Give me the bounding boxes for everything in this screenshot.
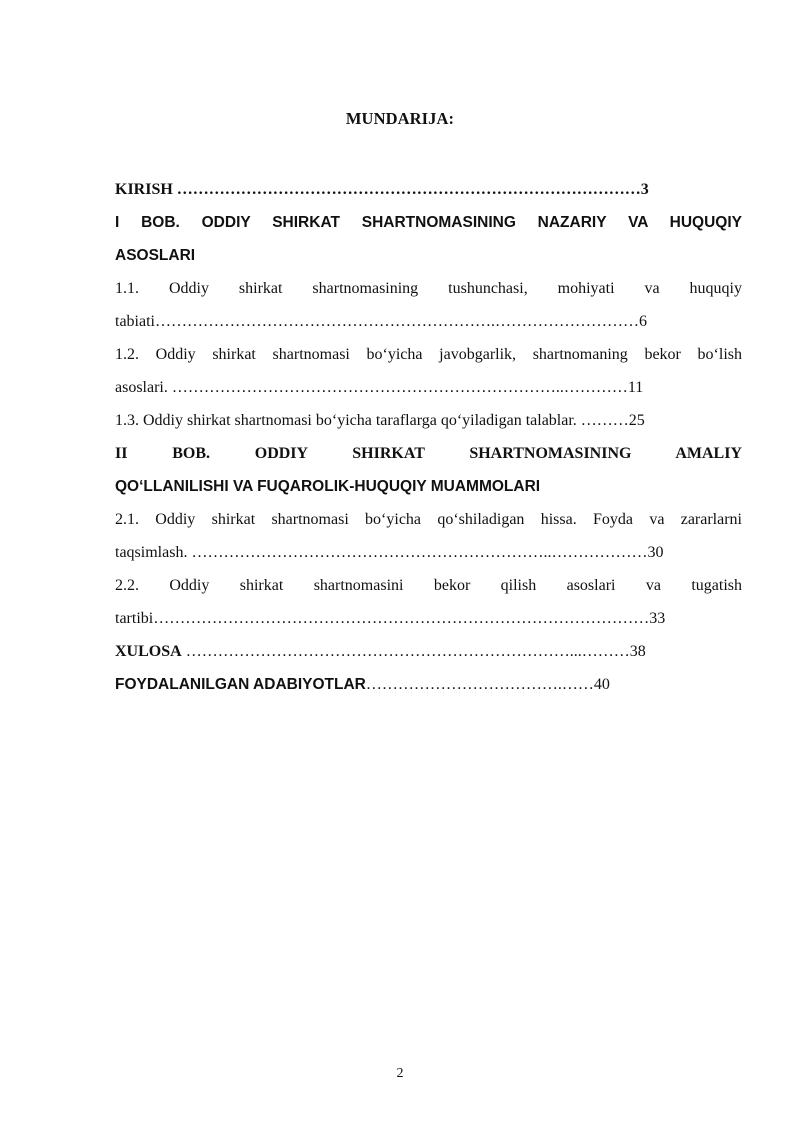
table-of-contents (115, 173, 742, 701)
toc-section-2-2-line-1: 2.2. Oddiy shirkat shartnomasini bekor qilish asoslari va tugatish (115, 577, 742, 594)
toc-section-2-1-line-2: taqsimlash. …………………………………………………………..………………30 (115, 544, 664, 561)
page-title: MUNDARIJA: (345, 109, 455, 128)
toc-section-1-2-line-1: 1.2. Oddiy shirkat shartnomasi bo‘yicha javobgarlik, shartnomaning bekor bo‘lish (115, 346, 742, 363)
toc-chapter-2-line-1: II BOB. ODDIY SHIRKAT SHARTNOMASINING AMALIY (115, 445, 742, 462)
toc-entry-kirish: KIRISH ……………………………………………………………………………3 (115, 181, 649, 198)
toc-section-2-1-line-1: 2.1. Oddiy shirkat shartnomasi bo‘yicha qo‘shiladigan hissa. Foyda va zararlarni (115, 511, 742, 528)
toc-chapter-2-line-2: QO‘LLANILISHI VA FUQAROLIK-HUQUQIY MUAMMOLARI (115, 478, 541, 495)
toc-section-1-3: 1.3. Oddiy shirkat shartnomasi bo‘yicha taraflarga qo‘yiladigan talablar. ………25 (115, 412, 645, 429)
toc-section-2-2-line-2: tartibi…………………………………………………………………………………33 (115, 610, 666, 627)
toc-entry-xulosa (115, 635, 742, 668)
page-number: 2 (396, 1066, 404, 1081)
toc-foydalanilgan-dots: ……………………………….……40 (365, 676, 610, 693)
toc-section-1-1-line-1: 1.1. Oddiy shirkat shartnomasining tushunchasi, mohiyati va huquqiy (115, 280, 742, 297)
toc-foydalanilgan-label: FOYDALANILGAN ADABIYOTLAR (115, 676, 366, 693)
toc-section-1-2-line-2: asoslari. ………………………………………………………………..…………11 (115, 379, 644, 396)
toc-xulosa-label: XULOSA (115, 643, 182, 660)
toc-entry-foydalanilgan (115, 668, 742, 701)
toc-section-1-1-line-2: tabiati……………………………………………………….………………………6 (115, 313, 647, 330)
toc-chapter-1-line-2: ASOSLARI (115, 247, 196, 264)
toc-xulosa-dots: ………………………………………………………………...………38 (181, 643, 646, 660)
toc-chapter-1-line-1: I BOB. ODDIY SHIRKAT SHARTNOMASINING NAZARIY VA HUQUQIY (115, 214, 742, 231)
